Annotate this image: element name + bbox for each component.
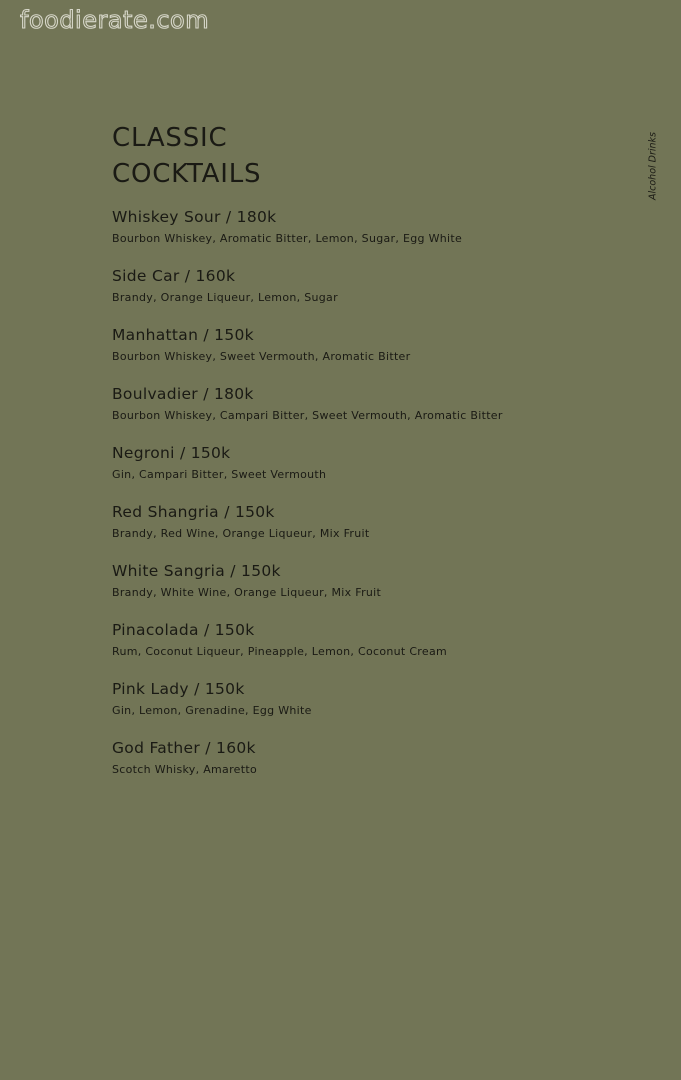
item-name: God Father / 160k	[112, 739, 256, 757]
menu-item-manhattan	[112, 324, 582, 367]
item-description: Bourbon Whiskey, Campari Bitter, Sweet Vermouth, Aromatic Bitter	[112, 409, 503, 422]
cocktail-menu	[112, 120, 582, 796]
menu-title-line-2: COCKTAILS	[112, 159, 262, 189]
item-description: Rum, Coconut Liqueur, Pineapple, Lemon, Coconut Cream	[112, 645, 448, 658]
menu-item-negroni	[112, 442, 582, 485]
item-name: Whiskey Sour / 180k	[112, 208, 277, 226]
item-description: Gin, Lemon, Grenadine, Egg White	[112, 704, 312, 717]
menu-item-pinacolada	[112, 619, 582, 662]
item-description: Brandy, Orange Liqueur, Lemon, Sugar	[112, 291, 338, 304]
item-name: Pinacolada / 150k	[112, 621, 255, 639]
menu-item-pink-lady	[112, 678, 582, 721]
item-description: Brandy, White Wine, Orange Liqueur, Mix Fruit	[112, 586, 382, 599]
menu-item-red-shangria	[112, 501, 582, 544]
menu-item-white-sangria	[112, 560, 582, 603]
watermark-logo: foodierate.com	[20, 6, 210, 34]
menu-item-god-father	[112, 737, 582, 780]
item-description: Bourbon Whiskey, Sweet Vermouth, Aromatic Bitter	[112, 350, 411, 363]
menu-item-boulvadier	[112, 383, 582, 426]
item-name: Boulvadier / 180k	[112, 385, 254, 403]
item-name: Negroni / 150k	[112, 444, 231, 462]
menu-item-whiskey-sour	[112, 206, 582, 249]
menu-title	[112, 120, 582, 192]
item-name: Red Shangria / 150k	[112, 503, 275, 521]
item-name: Pink Lady / 150k	[112, 680, 245, 698]
item-name: Side Car / 160k	[112, 267, 236, 285]
item-description: Brandy, Red Wine, Orange Liqueur, Mix Fruit	[112, 527, 370, 540]
menu-item-side-car	[112, 265, 582, 308]
menu-title-line-1: CLASSIC	[112, 123, 228, 153]
item-name: White Sangria / 150k	[112, 562, 281, 580]
item-name: Manhattan / 150k	[112, 326, 254, 344]
item-description: Bourbon Whiskey, Aromatic Bitter, Lemon, Sugar, Egg White	[112, 232, 463, 245]
item-description: Scotch Whisky, Amaretto	[112, 763, 257, 776]
section-side-label: Alcohol Drinks	[647, 132, 659, 200]
item-description: Gin, Campari Bitter, Sweet Vermouth	[112, 468, 327, 481]
